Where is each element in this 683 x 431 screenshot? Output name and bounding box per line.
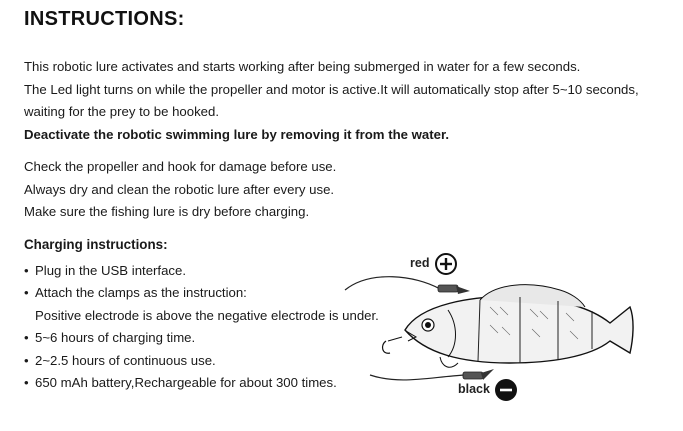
minus-circle-icon	[495, 379, 517, 401]
bullet-icon: •	[24, 285, 29, 301]
care-paragraph	[24, 156, 336, 224]
charging-list	[24, 260, 379, 394]
intro-line: The Led light turns on while the propeller and motor is active.It will automatically stop after 5~10 seconds,	[24, 81, 639, 97]
clamp-icon	[463, 369, 494, 380]
bullet-icon: •	[24, 330, 29, 346]
positive-wire	[345, 277, 440, 290]
red-label: red	[410, 256, 430, 270]
fish-lure-icon	[330, 245, 670, 420]
list-item: • 5~6 hours of charging time.	[24, 327, 379, 349]
clamp-icon	[438, 285, 470, 294]
care-line: Always dry and clean the robotic lure after every use.	[24, 181, 335, 197]
page-title: INSTRUCTIONS:	[24, 8, 185, 30]
care-line: Make sure the fishing lure is dry before charging.	[24, 204, 310, 219]
negative-wire	[370, 375, 465, 380]
plus-circle-icon	[436, 254, 456, 274]
bullet-icon: •	[24, 375, 29, 391]
bullet-icon: •	[24, 263, 29, 278]
bullet-icon: •	[24, 352, 29, 368]
care-line: Check the propeller and hook for damage before use.	[24, 159, 337, 174]
list-item: • Attach the clamps as the instruction:	[24, 282, 379, 304]
charging-heading: Charging instructions:	[24, 237, 168, 252]
intro-line: This robotic lure activates and starts working after being submerged in water for a few seconds.	[24, 59, 581, 74]
intro-line: waiting for the prey to be hooked.	[24, 104, 220, 119]
intro-warning: Deactivate the robotic swimming lure by removing it from the water.	[24, 126, 450, 142]
list-item: • Plug in the USB interface.	[24, 260, 379, 282]
list-item: • 650 mAh battery,Rechargeable for about 300 times.	[24, 372, 379, 394]
black-label: black	[458, 382, 490, 396]
list-item: • 2~2.5 hours of continuous use.	[24, 350, 379, 372]
intro-paragraph	[24, 56, 639, 146]
list-item-continuation: Positive electrode is above the negative electrode is under.	[35, 307, 379, 323]
